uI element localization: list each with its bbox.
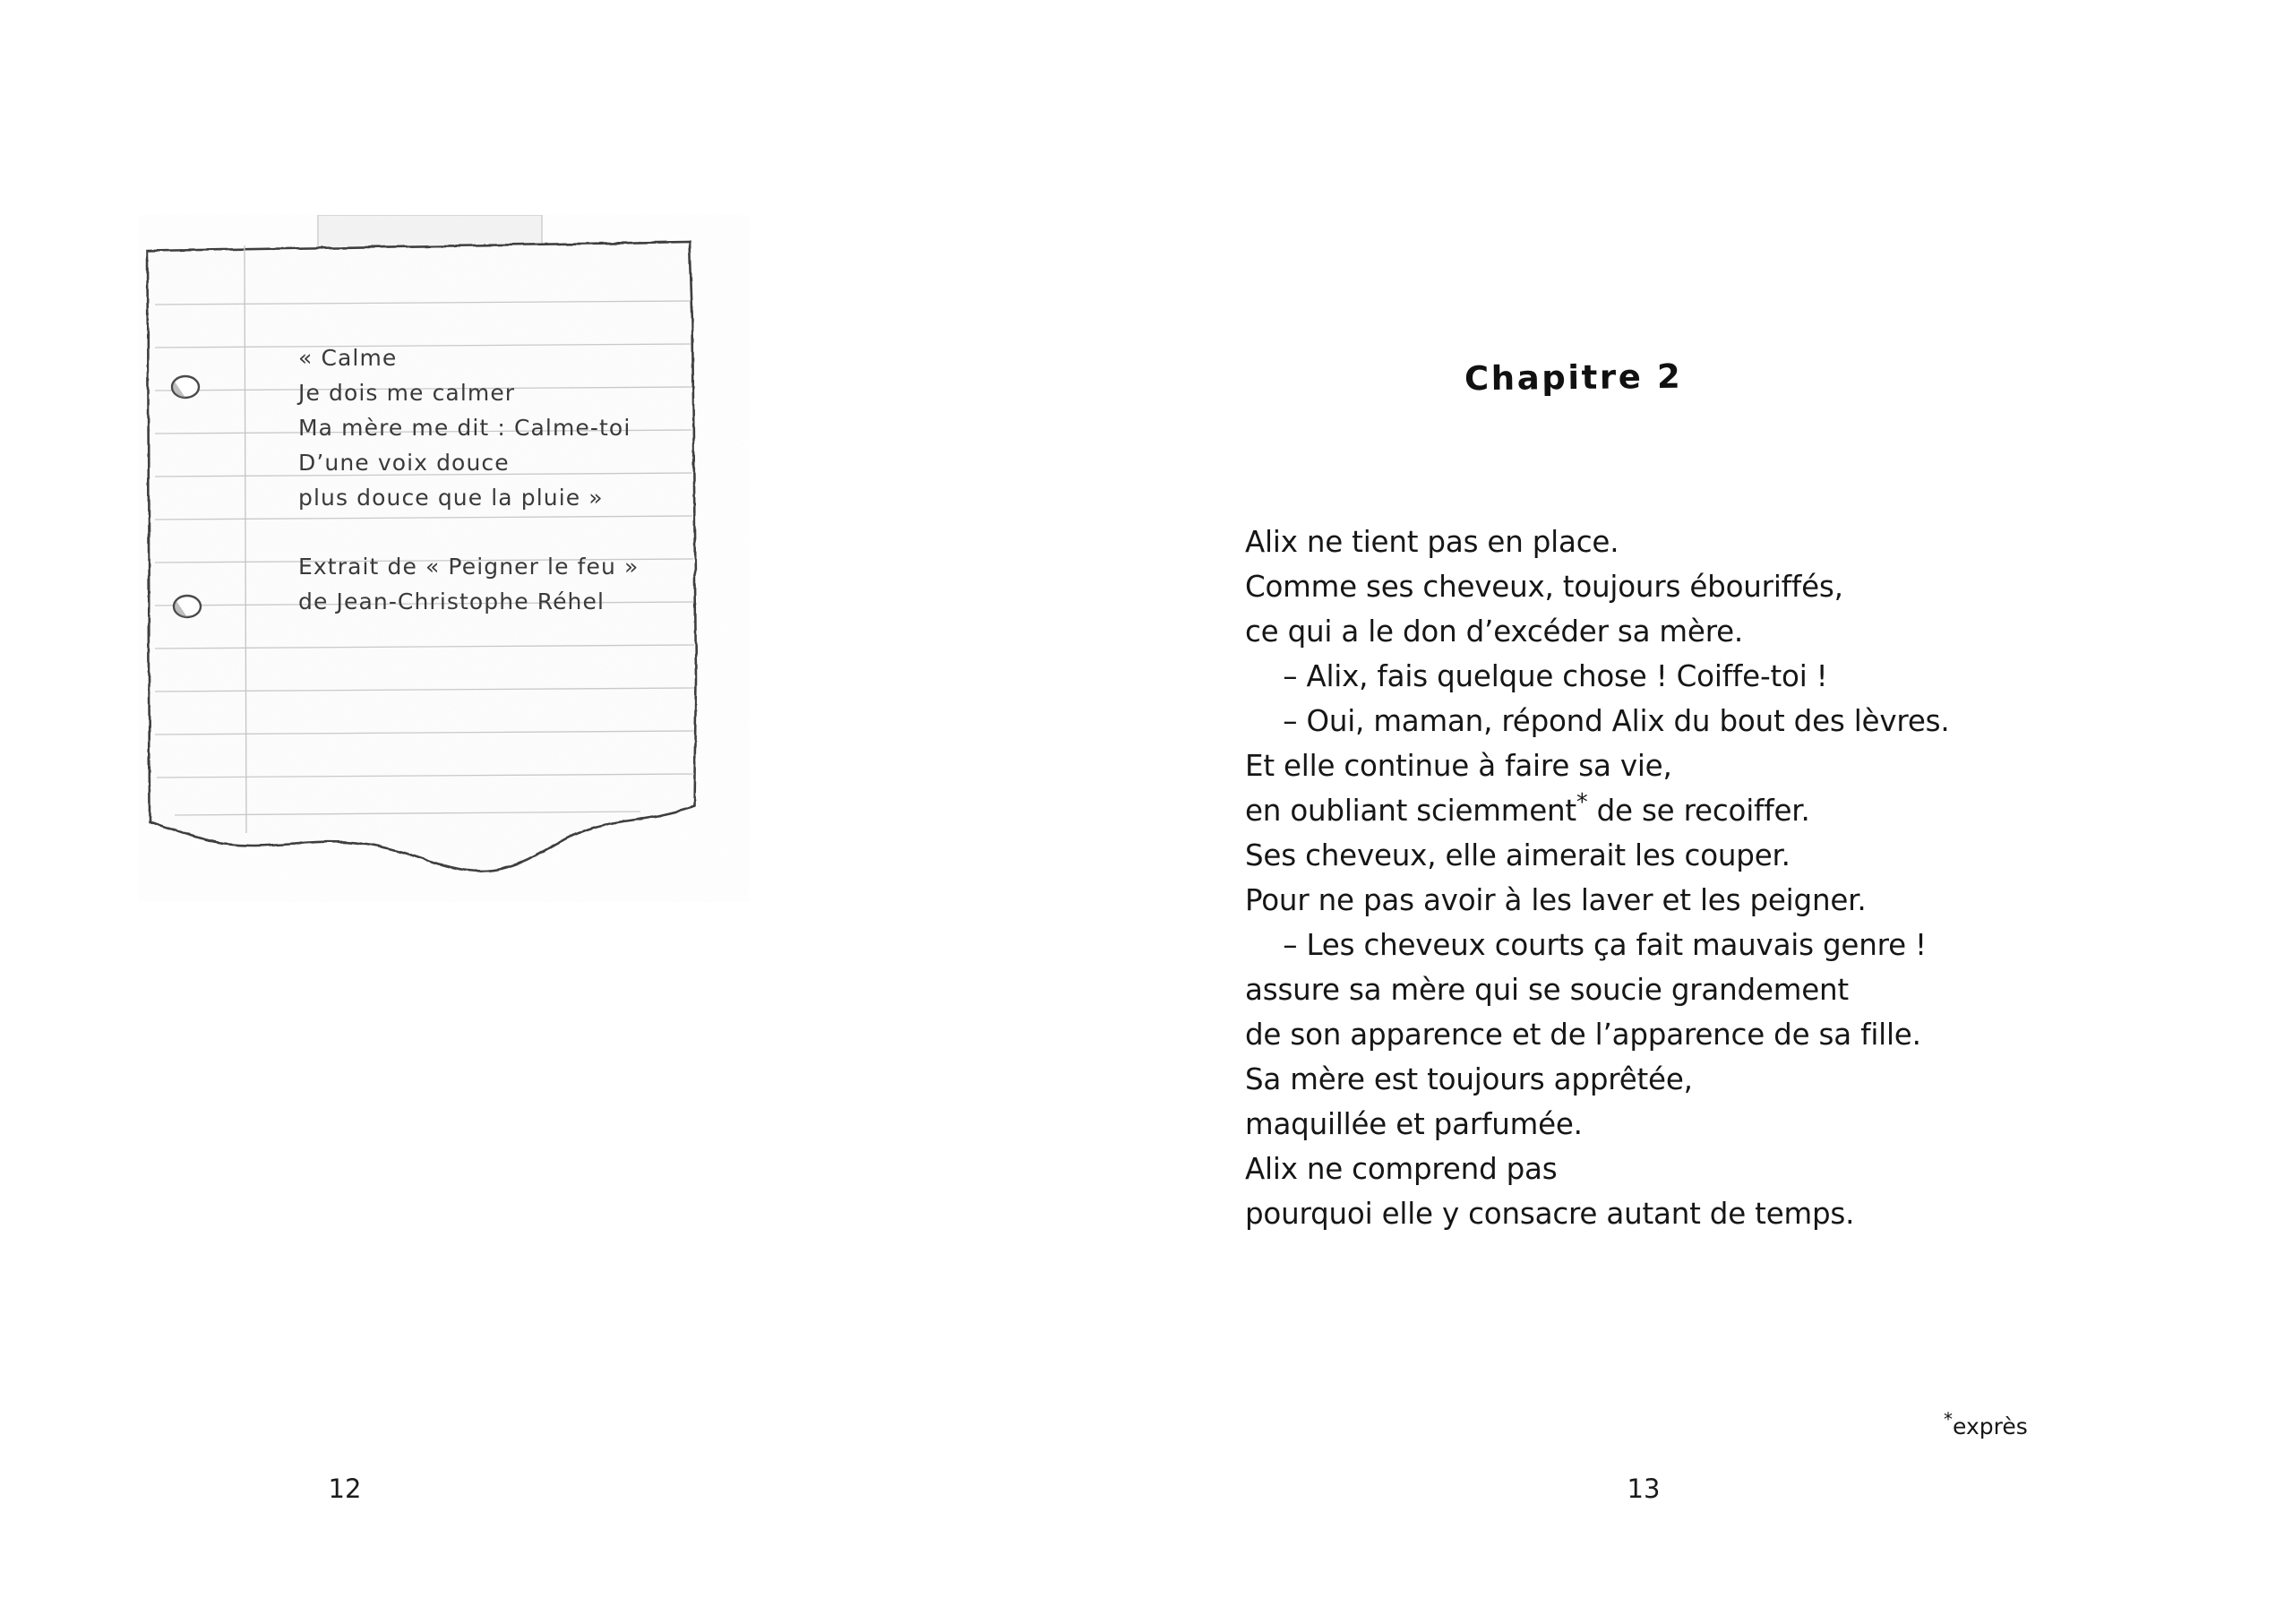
body-line: maquillée et parfumée. — [1245, 1107, 1583, 1141]
body-line: Comme ses cheveux, toujours ébouriffés, — [1245, 570, 1843, 604]
body-line-footnoted: en oubliant sciemment* de se recoiffer. — [1245, 788, 1810, 828]
body-line: Alix ne tient pas en place. — [1245, 525, 1619, 559]
body-line: Ses cheveux, elle aimerait les couper. — [1245, 838, 1791, 872]
body-line: assure sa mère qui se soucie grandement — [1245, 973, 1849, 1007]
right-page — [1146, 0, 2293, 1624]
page-number-left: 12 — [328, 1474, 362, 1504]
body-line-dialogue: – Alix, fais quelque chose ! Coiffe-toi ! — [1265, 659, 1828, 693]
body-line: Sa mère est toujours apprêtée, — [1245, 1062, 1693, 1096]
epigraph-poem — [298, 340, 872, 619]
epigraph-source-line: Extrait de « Peigner le feu » — [298, 554, 640, 580]
body-line-dialogue: – Les cheveux courts ça fait mauvais genre ! — [1265, 928, 1927, 962]
poem-line: plus douce que la pluie » — [298, 485, 604, 511]
poem-spacer — [298, 515, 872, 549]
chapter-body — [1245, 520, 2248, 1236]
body-line: ce qui a le don d’excéder sa mère. — [1245, 614, 1744, 649]
poem-line: Je dois me calmer — [298, 380, 516, 406]
chapter-title: Chapitre 2 — [1464, 357, 1683, 399]
torn-notebook-paper — [139, 215, 994, 1111]
body-line-dialogue: – Oui, maman, répond Alix du bout des lèvres. — [1265, 704, 1950, 738]
footnote — [1944, 1408, 2028, 1439]
epigraph-source-line: de Jean-Christophe Réhel — [298, 589, 605, 614]
poem-line: Ma mère me dit : Calme-toi — [298, 415, 631, 441]
body-line: Et elle continue à faire sa vie, — [1245, 749, 1672, 783]
body-line: de son apparence et de l’apparence de sa fille. — [1245, 1018, 1921, 1052]
body-line: pourquoi elle y consacre autant de temps. — [1245, 1197, 1855, 1231]
footnote-text: exprès — [1953, 1413, 2028, 1439]
poem-line: « Calme — [298, 345, 398, 371]
body-line: Alix ne comprend pas — [1245, 1152, 1558, 1186]
page-number-right: 13 — [1627, 1474, 1661, 1504]
left-page — [0, 0, 1146, 1624]
poem-line: D’une voix douce — [298, 450, 510, 476]
body-line: Pour ne pas avoir à les laver et les peigner. — [1245, 883, 1867, 917]
footnote-marker: * — [1944, 1408, 1953, 1431]
